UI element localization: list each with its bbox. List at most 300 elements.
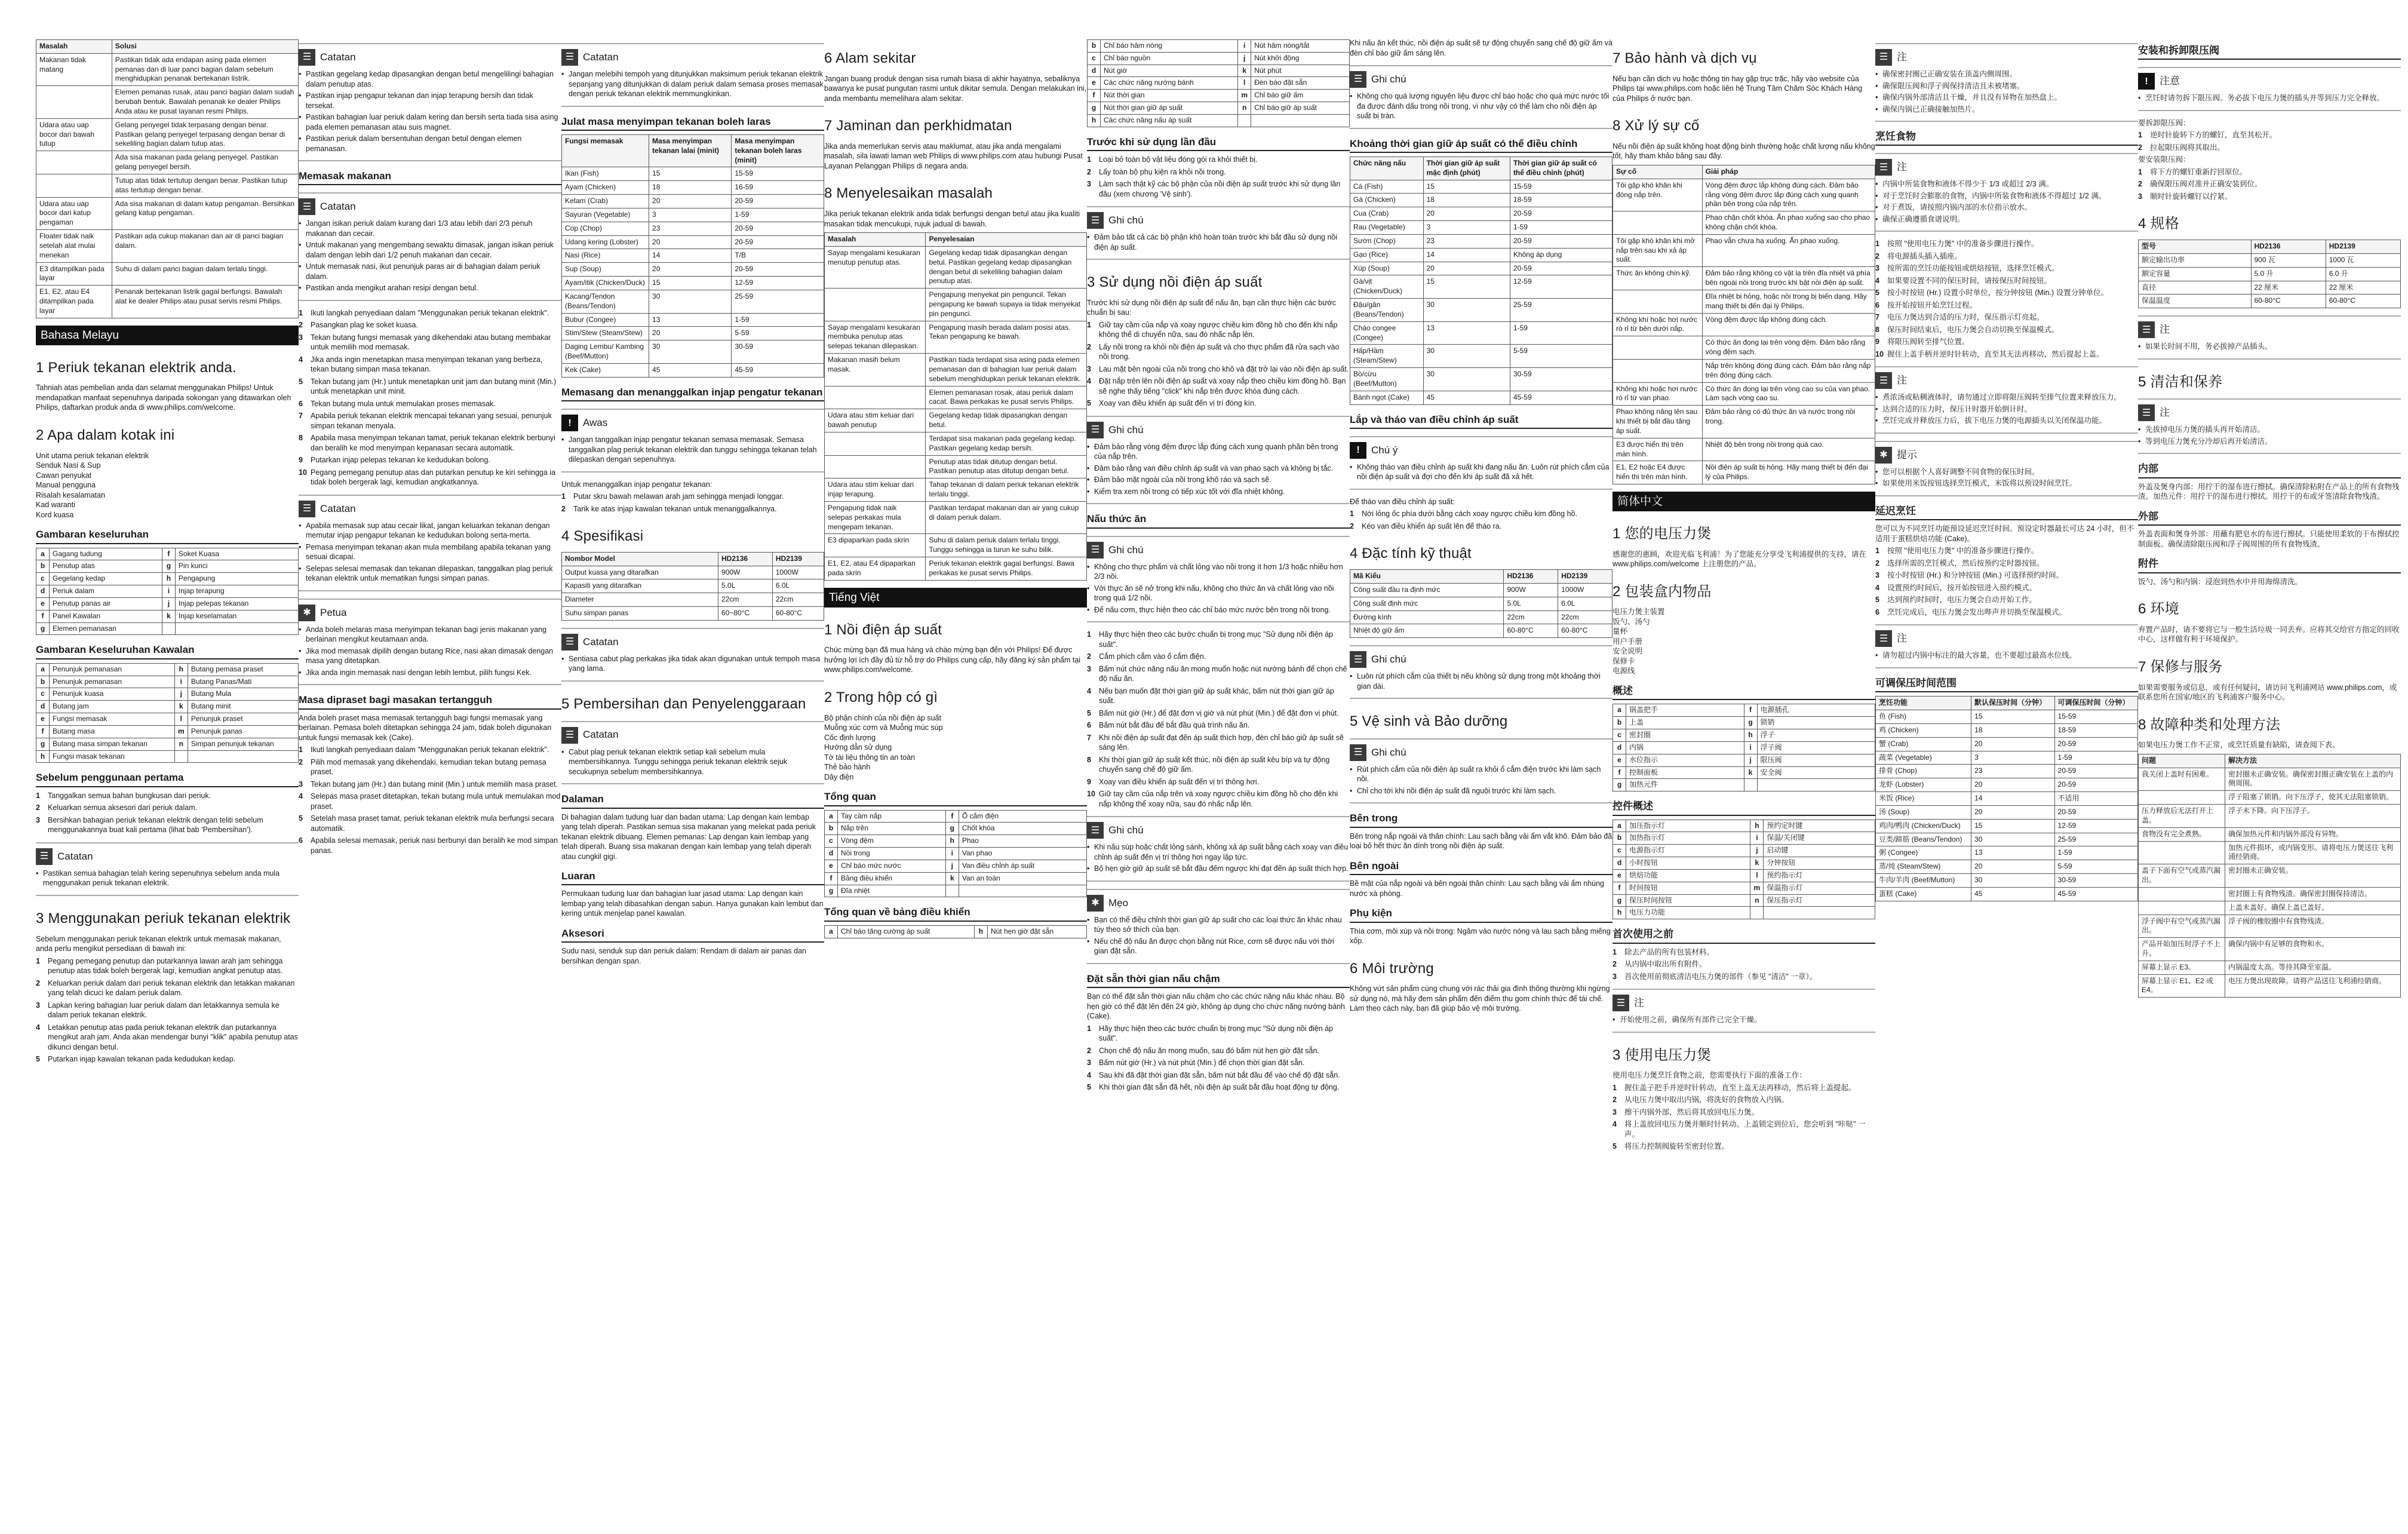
table-cell: Pengapung menyekat pin penguncil. Tekan pengapung ke bawah supaya ia tidak menyekat pin pengunci. [926, 289, 1087, 321]
table-cell: 鱼 (Fish) [1876, 710, 1971, 724]
subsection-title: Gambaran keseluruhan [36, 528, 299, 544]
table-cell: 浮子阀的橡胶圈中有食物残渣。 [2225, 915, 2401, 938]
note-item: • Pastikan bahagian luar periuk dalam kering dan bersih serta tiada sisa asing pada elemen pemanasan atau suis magnet. [299, 112, 561, 132]
table-cell: Udara atau stim keluar dari injap terapung. [825, 478, 926, 502]
note-item: • 如果使用米饭按钮选择烹饪模式，米饭将以预设时间烹饪。 [1875, 478, 2138, 489]
warning-box [1350, 436, 1612, 490]
table-row [562, 566, 824, 579]
note-item: • Bộ hẹn giờ giữ áp suất sẽ bắt đầu đếm ngược khi đạt đến áp suất thích hợp. [1087, 864, 1350, 874]
section-text: 弃置产品时，请不要将它与一般生活垃圾一同丢弃。应将其交给官方指定的回收中心，这样做有利于环境保护。 [2138, 625, 2400, 644]
part-label: Penunjuk praset [188, 713, 298, 726]
table-row [2139, 791, 2401, 805]
note-item: • Jangan isikan periuk dalam kurang dari 1/3 atau lebih dari 2/3 penuh makanan dan cecair. [299, 219, 561, 238]
part-label: Ổ cắm điện [959, 810, 1086, 823]
part-letter: k [1238, 65, 1251, 77]
note-item: • 您可以根据个人喜好调整不同食物的保压时间。 [1875, 467, 2138, 477]
section-title: 1 Periuk tekanan elektrik anda. [36, 359, 236, 376]
step-number: 3 [299, 780, 303, 789]
step-number: 9 [299, 456, 303, 465]
table-cell: 22 厘米 [2251, 281, 2326, 294]
step-item [1875, 276, 2138, 286]
table-cell: Kacang/Tendon (Beans/Tendon) [562, 290, 649, 313]
section-text: Để tháo van điều chỉnh áp suất: [1350, 497, 1455, 506]
step-number: 10 [1875, 349, 1884, 358]
parts-row [1613, 766, 1875, 779]
table-cell: 食物没有完全煮熟。 [2139, 827, 2225, 841]
step-item [1087, 398, 1350, 409]
step-text: Đặt nắp trên lên nồi điện áp suất và xoay nắp theo chiều kim đồng hồ. Bạn sẽ nghe thấy tiếng "click" khi nắp trên được khóa đúng cách. [1099, 377, 1346, 395]
note-item: • 先拔掉电压力煲的插头再开始清洁。 [2138, 425, 2401, 435]
section-text: 饭勺、汤勺和内锅：浸泡到热水中并用海绵清洗。 [2138, 577, 2303, 586]
note-icon: ☰ [1612, 995, 1629, 1011]
step-text: Xoay van điều khiển áp suất đến vị trí đóng kín. [1099, 399, 1257, 408]
part-label: 限压阀 [1757, 754, 1875, 766]
step-item [1087, 1046, 1350, 1056]
step-number: 1 [299, 745, 303, 754]
note-item: • Apabila memasak sup atau cecair likat, jangan keluarkan tekanan dengan memutar injap pengapur tekanan ke kedudukan bolong serta-merta. [299, 521, 561, 541]
table-cell [2139, 841, 2225, 864]
note-icon: ☰ [299, 198, 315, 215]
note-list [1875, 651, 2138, 661]
part-label: Đĩa nhiệt [838, 885, 946, 897]
part-label: Nút hâm nóng/tắt [1251, 40, 1350, 53]
part-label: 预约定时键 [1764, 820, 1875, 832]
note-box [1612, 989, 1875, 1033]
step-number: 3 [299, 333, 303, 342]
step-number: 8 [1087, 755, 1091, 764]
part-letter: c [36, 573, 50, 585]
table-cell: Thức ăn không chín kỹ. [1613, 267, 1703, 290]
note-list [299, 521, 561, 584]
part-label: Elemen pemanasan [50, 622, 162, 635]
note-item: • 确保限压阀和浮子阀保持清洁且未被堵塞。 [1875, 81, 2138, 91]
table-cell: 1-59 [732, 313, 824, 327]
warning-list [561, 435, 824, 465]
table-cell: Gà (Chicken) [1350, 194, 1424, 207]
table-cell: 龙虾 (Lobster) [1876, 778, 1971, 792]
step-number: 2 [1875, 251, 1879, 260]
note-box [1087, 816, 1350, 882]
table-cell: 额定容量 [2139, 267, 2252, 281]
warning-list [1350, 462, 1612, 482]
table-cell: Đĩa nhiệt bị hỏng, hoặc nồi trong bị biến dạng. Hãy mang thiết bị đến đại lý Philips. [1702, 290, 1875, 313]
table-cell: Udara atau stim keluar dari bawah penutup [825, 409, 926, 432]
step-item [299, 411, 561, 431]
table-row [825, 409, 1087, 432]
box-contents-list [36, 451, 299, 520]
step-item [2138, 192, 2401, 202]
note-icon: ☰ [1350, 651, 1366, 668]
part-label: 电源指示灯 [1626, 845, 1750, 857]
table-cell: Phao không nâng lên sau khi thiết bị bắt đầu tăng áp suất. [1613, 406, 1703, 438]
table-cell: Pengapung masih berada dalam posisi atas. Tekan pengapung ke bawah. [926, 321, 1087, 353]
steps-list [2138, 130, 2401, 152]
table-cell: 20 [1423, 262, 1510, 275]
tip-icon: ✱ [299, 605, 315, 621]
step-item [1875, 325, 2138, 335]
part-label: Nút hẹn giờ đặt sẵn [987, 925, 1086, 938]
table-cell: 20 [1971, 737, 2054, 751]
table-row [1350, 624, 1612, 638]
table-cell: 13 [649, 313, 732, 327]
part-letter: j [1750, 845, 1764, 857]
step-item [1612, 1083, 1875, 1093]
subsection-title: 概述 [1612, 685, 1875, 700]
section-text: 使用电压力煲烹饪食物之前，您需要执行下面的准备工作： [1612, 1071, 1807, 1080]
note-item: • Đảm bảo rằng van điều chỉnh áp suất và van phao sạch và không bị tắc. [1087, 464, 1350, 474]
table-cell: 豆类/蹄筋 (Beans/Tendon) [1876, 833, 1971, 846]
table-cell: 14 [1971, 792, 2054, 806]
step-text: Jika anda ingin menetapkan masa menyimpan tekanan yang berbeza, tekan butang simpan masa tekanan. [311, 355, 543, 374]
step-text: Pegang pemegang penutup atas dan putarkan penutup ke kiri sehingga ia tidak boleh bergerak lagi, kemudian angkatkannya. [311, 468, 556, 487]
step-text: Làm sạch thật kỹ các bộ phận của nồi điện áp suất trước khi sử dụng lần đầu (xem chương 'Vệ sinh'). [1099, 180, 1341, 198]
section-title: 6 Alam sekitar [824, 50, 916, 66]
table-header-row [2139, 240, 2401, 254]
table-row [1350, 610, 1612, 624]
table-row [1876, 778, 2138, 792]
table-cell: Gegelang kedap tidak dipasangkan dengan betul. Pastikan gegelang kedap dipasangkan dengan betul di sekeliling bahagian dalam penutup atas. [926, 246, 1087, 288]
part-letter [1238, 114, 1251, 127]
table-cell: Pengapung tidak naik selepas perkakas mula mengepam tekanan. [825, 501, 926, 533]
table-row [1350, 234, 1612, 248]
step-number: 2 [1087, 1046, 1091, 1055]
table-header-cell: Giải pháp [1702, 165, 1875, 179]
part-letter: f [162, 548, 175, 560]
part-label: Penutup panas air [50, 597, 162, 610]
step-text: Tekan butang fungsi memasak yang dikehendaki atau butang membakar untuk memilih mod memasak. [311, 333, 551, 352]
subsection-title: 外部 [2138, 510, 2401, 526]
parts-row [825, 810, 1087, 823]
step-item [36, 791, 299, 801]
part-letter: d [825, 848, 838, 860]
note-label: Catatan [583, 729, 619, 741]
steps-list [299, 308, 561, 487]
table-header-row [1350, 157, 1612, 180]
table-row [1350, 275, 1612, 299]
step-text: Nếu bạn muốn đặt thời gian giữ áp suất khác, bấm nút thời gian giữ áp suất. [1099, 686, 1334, 705]
note-item: • Pastikan injap pengapur tekanan dan injap terapung bersih dan tidak tersekat. [299, 91, 561, 111]
step-number: 3 [1087, 364, 1091, 373]
table-header-cell: 解决方法 [2225, 754, 2401, 768]
table-cell: 电压力煲出现故障。请将产品送往飞利浦经销商。 [2225, 974, 2401, 998]
step-text: Bấm nút giờ (Hr.) và nút phút (Min.) để chọn thời gian đặt sẵn. [1099, 1059, 1305, 1067]
controls-table [36, 663, 299, 763]
note-item: • Không tháo van điều chỉnh áp suất khi đang nấu ăn. Luôn rút phích cắm của nồi điện áp suất và đợi cho đến khi áp suất đã xả hết. [1350, 462, 1612, 482]
part-letter: c [36, 688, 50, 701]
table-row [2139, 253, 2401, 267]
table-row [2139, 915, 2401, 938]
table-cell [1613, 211, 1703, 235]
table-cell: Floater tidak naik setelah alat mulai menekan [36, 230, 112, 262]
parts-row [825, 835, 1087, 848]
table-row [1350, 180, 1612, 194]
parts-row [1613, 729, 1875, 742]
note-list [1087, 442, 1350, 497]
table-cell: 3 [1971, 751, 2054, 765]
table-cell: 45-59 [2054, 887, 2137, 901]
table-cell: Stim/Stew (Steam/Stew) [562, 327, 649, 340]
note-item: • Sentiasa cabut plag perkakas jika tidak akan digunakan untuk tempoh masa yang lama. [561, 654, 824, 674]
table-cell: 12-59 [1510, 275, 1612, 299]
note-item: • Untuk makanan yang mengembang sewaktu dimasak, jangan isikan periuk dalam dengan lebih dari 1/2 penuh makanan dan cecair. [299, 240, 561, 260]
table-row [825, 246, 1087, 288]
table-cell: 23 [1423, 234, 1510, 248]
note-item: • Jangan melebihi tempoh yang ditunjukkan maksimum periuk tekanan elektrik sepanjang yang ditunjukkan di dalam periuk dalam semasa proses memasak dengan periuk tekanan elektrik memmungkinkan. [561, 69, 824, 99]
box-item: 量杯 [1612, 627, 1628, 636]
step-number: 1 [1612, 1083, 1617, 1092]
section-text: Di bahagian dalam tudung luar dan badan utama: Lap dengan kain lembap yang telah diperah. Pastikan semua sisa makanan yang melekat pada periuk tekanan elektrik dibuang. Elemen pemanas: Lap dengan kain lembap yang telah diperah. Buang sisa makanan dengan kain lembap yang telah diperah atau cungkil gigi. [561, 812, 816, 861]
table-row [1876, 819, 2138, 833]
table-cell: 3 [649, 208, 732, 222]
step-number: 2 [1612, 960, 1617, 969]
part-letter [1750, 907, 1764, 919]
table-row [562, 593, 824, 607]
step-item [1087, 630, 1350, 649]
step-text: Lau mặt bên ngoài của nồi trong cho khô và đặt trở lại vào nồi điện áp suất. [1099, 364, 1349, 373]
table-cell: 15-59 [1510, 180, 1612, 194]
step-item [1087, 652, 1350, 662]
table-cell: 18 [1971, 723, 2054, 737]
table-header-cell: HD2136 [1504, 570, 1558, 584]
step-item [1087, 376, 1350, 396]
step-item [1087, 179, 1350, 199]
note-label: 注 [1897, 51, 1907, 63]
table-cell: Nhiệt độ giữ ấm [1350, 624, 1504, 638]
table-cell: 20 [1423, 207, 1510, 221]
subsection-title: Gambaran Keseluruhan Kawalan [36, 643, 299, 659]
step-number: 5 [1875, 289, 1879, 297]
box-item: Kad waranti [36, 501, 76, 510]
part-label [1757, 779, 1875, 791]
table-row [1613, 267, 1875, 290]
step-text: 达到预约时间时，电压力煲会自动开始工作。 [1887, 596, 2037, 605]
table-row [36, 86, 299, 118]
table-cell: 15 [649, 277, 732, 290]
step-text: 将压力控制阀旋转至密封位置。 [1624, 1142, 1730, 1151]
note-box [561, 721, 824, 785]
table-cell: 45 [1971, 887, 2054, 901]
table-row [562, 290, 824, 313]
section-text: 外盖表面和煲身外部：用蘸有肥皂水的布进行擦拭。只能使用柔软的干布擦拭控制面板。确保清除限压阀和浮子阀周围的所有食物残渣。 [2138, 530, 2400, 548]
step-text: Apabila selesai memasak, periuk nasi berbunyi dan beralih ke mod simpan panas. [311, 836, 558, 855]
step-number: 5 [1087, 1083, 1091, 1092]
spec-table [1350, 569, 1612, 638]
step-item [299, 814, 561, 833]
part-label: Soket Kuasa [175, 548, 298, 560]
section-text: Bạn có thể đặt sẵn thời gian nấu chậm cho các chức năng nấu khác nhau. Bộ hẹn giờ có thể đặt lên đến 24 giờ, không áp dụng cho chức năng nướng bánh (Cake). [1087, 992, 1345, 1021]
table-cell: Nắp trên không đóng đúng cách. Đảm bảo rằng nắp trên đóng đúng cách. [1702, 359, 1875, 382]
table-cell: 屏幕上显示 E3。 [2139, 961, 2225, 974]
note-box [1875, 624, 2138, 668]
part-letter: g [1744, 717, 1757, 729]
step-text: Bấm nút bắt đầu để bắt đầu quá trình nấu ăn. [1099, 721, 1250, 730]
table-row [825, 534, 1087, 557]
table-cell: E1, E2, atau E4 dipaparkan pada skrin [825, 557, 926, 581]
part-letter: n [1750, 894, 1764, 907]
steps-list [1612, 947, 1875, 982]
step-number: 6 [1875, 608, 1879, 616]
troubleshoot-table [824, 232, 1087, 581]
note-item: • 煮浓汤或粘稠液体时，请勿通过立即将限压阀转至排气位置来释放压力。 [1875, 392, 2138, 403]
section-text: 如果电压力煲工作不正常，或烹饪质量有缺陷，请查阅下表。 [2138, 741, 2340, 750]
part-label: 烘焙功能 [1626, 869, 1750, 882]
parts-row [36, 585, 299, 598]
step-text: Nới lỏng ốc phía dưới bằng cách xoay ngược chiều kim đồng hồ. [1362, 510, 1577, 519]
parts-row [1613, 907, 1875, 919]
section-title: 4 Spesifikasi [561, 528, 644, 545]
language-header-chinese: 简体中文 [1612, 492, 1875, 511]
section-text: 要安装限压阀： [2138, 155, 2191, 164]
table-cell: 60-80°C [2251, 294, 2326, 308]
step-item [1350, 509, 1612, 519]
part-label: Van an toàn [959, 872, 1086, 885]
table-cell: Sup (Soup) [562, 263, 649, 277]
part-label: Butang jam [50, 701, 175, 713]
step-number: 7 [1087, 733, 1091, 742]
parts-row [36, 573, 299, 585]
box-item: Senduk Nasi & Sup [36, 461, 101, 470]
part-letter: m [1238, 90, 1251, 102]
parts-row [1613, 754, 1875, 766]
step-text: 首次使用前彻底清洁电压力煲的部件（参见 "清洁" 一章）。 [1624, 972, 1817, 981]
part-label: 加热指示灯 [1626, 832, 1750, 845]
step-text: 将上盖放回电压力煲并顺时针转动。上盖锁定到位后，您会听到 "咔哒" 一声。 [1624, 1120, 1866, 1139]
step-item [299, 757, 561, 777]
part-letter: k [1750, 857, 1764, 870]
column-2 [299, 36, 561, 1511]
step-item [36, 815, 299, 835]
table-cell: 22 厘米 [2326, 281, 2400, 294]
step-text: Chọn chế độ nấu ăn mong muốn, sau đó bấm nút hẹn giờ đặt sẵn. [1099, 1046, 1319, 1055]
table-cell: 14 [649, 249, 732, 263]
part-letter: c [1613, 729, 1626, 742]
column-1 [36, 36, 299, 1511]
note-item: • Jangan tanggalkan injap pengatur tekanan semasa memasak. Semasa tanggalkan plag periuk tekanan elektrik dan tunggu sehingga tekanan telah dilepaskan dengan sepenuhnya. [561, 435, 824, 465]
note-item: • 确保密封圈已正确安装在顶盖内侧周围。 [1875, 69, 2138, 79]
part-letter: i [162, 585, 175, 598]
table-cell: Tôi gặp khó khăn khi mở nắp trên sau khi xả áp suất. [1613, 234, 1703, 266]
note-label: Ghi chú [1371, 746, 1406, 758]
step-number: 1 [1087, 320, 1091, 329]
table-header-cell: HD2136 [718, 552, 773, 566]
subsection-title: Tổng quan [824, 790, 1087, 806]
part-letter: f [1088, 90, 1101, 102]
part-letter: j [1744, 754, 1757, 766]
table-row [36, 230, 299, 262]
table-cell: E3 ditampilkan pada layar [36, 262, 112, 286]
part-letter: g [1088, 102, 1101, 115]
table-cell: 15-59 [732, 167, 824, 181]
table-cell: 45 [649, 363, 732, 377]
part-letter: n [1238, 102, 1251, 115]
steps-list [299, 745, 561, 855]
parts-row [1613, 832, 1875, 845]
note-list [36, 869, 299, 888]
column-6 [1350, 36, 1612, 1511]
note-item: • 确保正确遵循食谱说明。 [1875, 214, 2138, 225]
table-cell: Sayuran (Vegetable) [562, 208, 649, 222]
table-cell [36, 174, 112, 197]
note-icon: ☰ [1875, 630, 1892, 647]
table-cell: Phao chặn chốt khóa. Ấn phao xuống sao cho phao không chặn chốt khóa. [1702, 211, 1875, 235]
table-row [1613, 211, 1875, 235]
table-cell: 18-59 [2054, 723, 2137, 737]
part-label: Nút khởi động [1251, 52, 1350, 65]
table-cell: 20 [1971, 860, 2054, 874]
part-label: Các chức năng nấu áp suất [1101, 114, 1238, 127]
step-text: Hãy thực hiện theo các bước chuẩn bị trong mục "Sử dụng nồi điện áp suất". [1099, 1024, 1334, 1043]
table-row [825, 321, 1087, 353]
table-row [36, 286, 299, 318]
note-item: • 如果长时间不用，务必拔掉产品插头。 [2138, 342, 2401, 352]
step-item [36, 1054, 299, 1064]
step-item [2138, 179, 2401, 189]
part-label: Panel Kawalan [50, 610, 162, 622]
subsection-title: Aksesori [561, 927, 824, 943]
note-icon: ☰ [1350, 71, 1366, 88]
part-letter: d [1088, 65, 1101, 77]
part-label: 保压时间按钮 [1626, 894, 1750, 907]
table-cell: 13 [1423, 321, 1510, 345]
table-cell: E3 được hiển thị trên màn hình. [1613, 438, 1703, 461]
table-cell: 25-59 [2054, 833, 2137, 846]
subsection-title: Nấu thức ăn [1087, 513, 1350, 528]
part-label: Penunjuk kuasa [50, 688, 175, 701]
parts-row [36, 663, 299, 676]
subsection-title: 烹饪食物 [1875, 130, 2138, 146]
step-number: 2 [36, 978, 40, 987]
table-cell [36, 86, 112, 118]
part-letter: f [36, 725, 50, 738]
table-cell: Bánh ngọt (Cake) [1350, 391, 1424, 404]
step-item [1875, 300, 2138, 311]
step-item [1875, 312, 2138, 323]
part-label: 电源插孔 [1757, 704, 1875, 717]
table-row [1613, 234, 1875, 266]
step-item [299, 468, 561, 487]
part-label: Nút thời gian giữ áp suất [1101, 102, 1238, 115]
step-text: 将下方的螺钉重新拧回原位。 [2150, 167, 2247, 176]
note-item: • Cabut plag periuk tekanan elektrik setiap kali sebelum mula membersihkannya. Tunggu sehingga periuk tekanan elektrik sejuk secukupnya sebelum membersihkannya. [561, 747, 824, 777]
table-row [2139, 267, 2401, 281]
step-text: Putar skru bawah melawan arah jam sehingga menjadi longgar. [573, 492, 784, 501]
table-row [1876, 805, 2138, 819]
step-item [1087, 1058, 1350, 1068]
part-label: Gagang tudung [50, 548, 162, 560]
part-letter: a [1613, 704, 1626, 717]
table-row [1613, 359, 1875, 382]
part-letter: l [1238, 77, 1251, 90]
part-label: 保压指示灯 [1764, 894, 1875, 907]
step-number: 1 [1087, 630, 1091, 639]
step-number: 3 [1875, 571, 1879, 580]
part-label: 分钟按钮 [1764, 857, 1875, 870]
table-cell: 60-80°C [1558, 624, 1612, 638]
step-item [1087, 1024, 1350, 1044]
note-item: • Jika anda ingin memasak nasi dengan lebih lembut, pilih fungsi Kek. [299, 668, 561, 678]
table-row [2139, 805, 2401, 828]
table-cell: 5.0L [718, 579, 773, 593]
table-row [36, 262, 299, 286]
box-item: Kord kuasa [36, 510, 74, 519]
part-label: Van điều chỉnh áp suất [959, 860, 1086, 872]
part-letter: l [1750, 869, 1764, 882]
step-item [1087, 167, 1350, 177]
table-cell: Ada sisa makanan di dalam katup pengaman. Bersihkan gelang katup pengaman. [112, 197, 298, 229]
note-list [1875, 69, 2138, 114]
table-cell: 23 [649, 222, 732, 235]
part-label: Chỉ báo mức nước [838, 860, 946, 872]
